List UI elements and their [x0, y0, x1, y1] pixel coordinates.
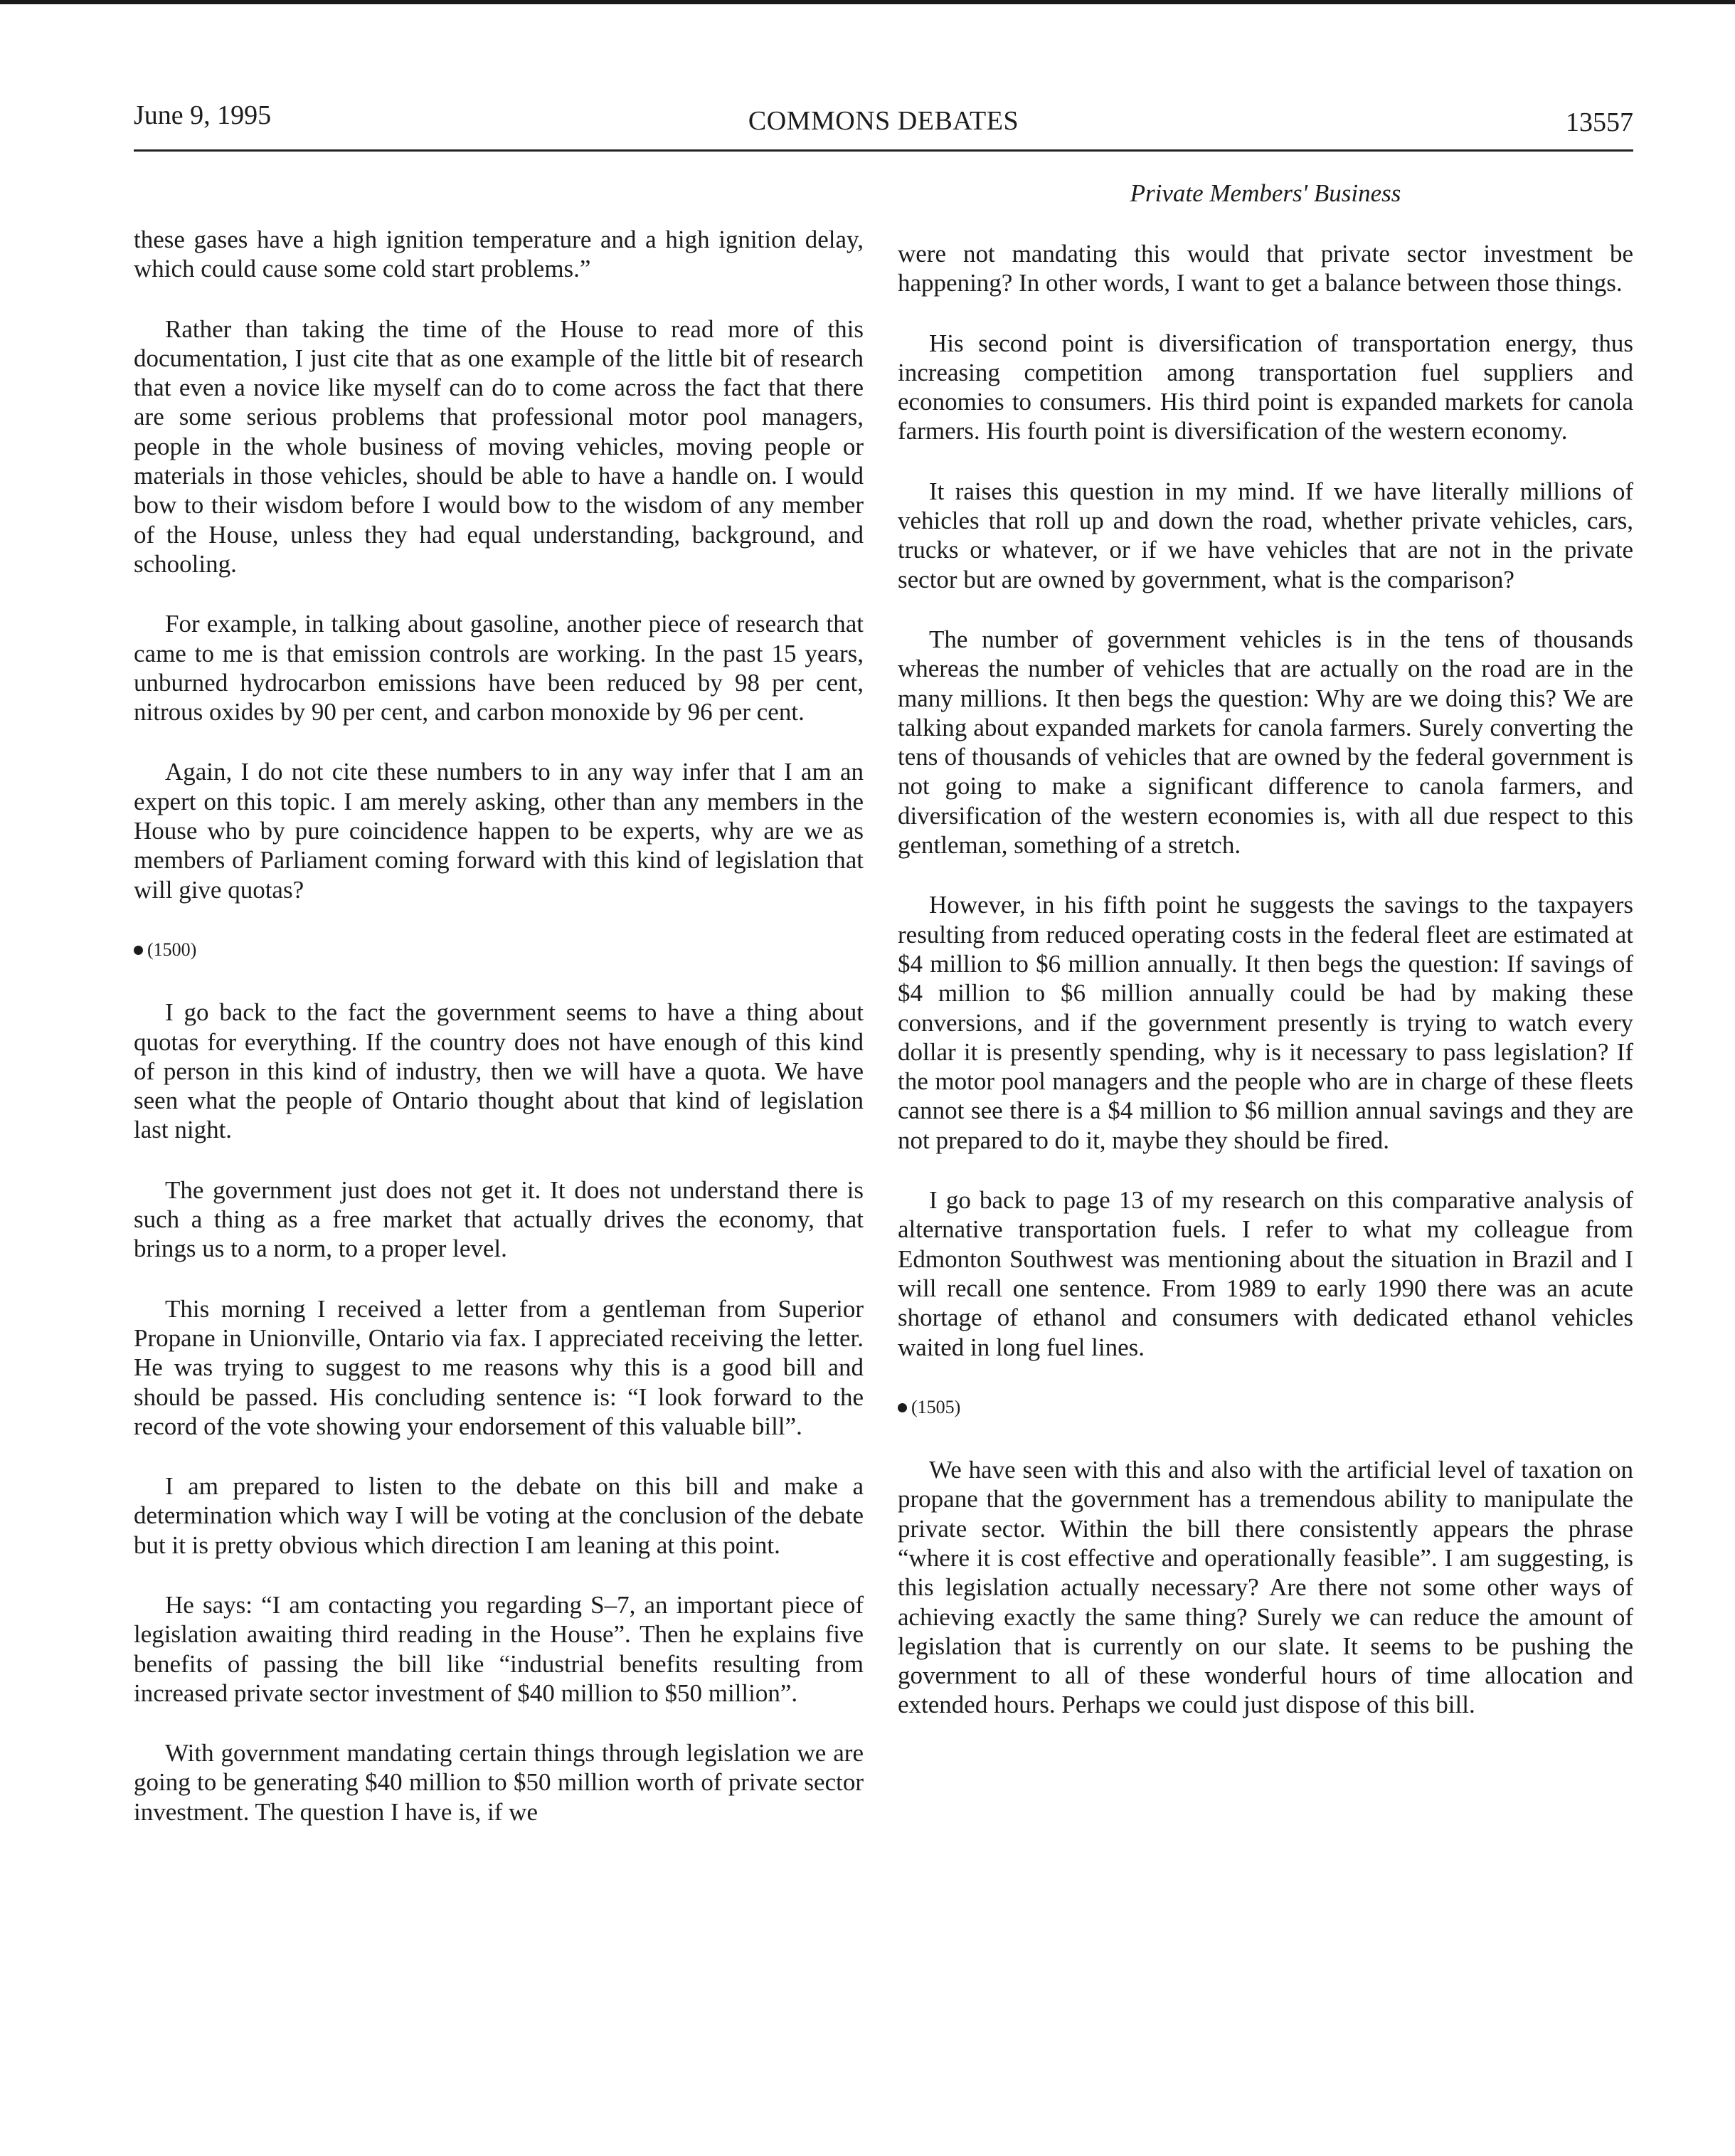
paragraph: We have seen with this and also with the artificial level of taxation on propane that the government has a tremendous ability to manipulate the private sector. Within the bill there consistently appears the phrase “where it is cost effective and operationally feasible”. I am suggesting, is this legislation actually necessary? Are there not some other ways of achieving exactly the same thing? Surely we can reduce the amount of legislation that is currently on our slate. It seems to be pushing the government to all of these wonderful hours of time allocation and extended hours. Perhaps we could just dispose of this bill.	[898, 1456, 1633, 1719]
paragraph: His second point is diversification of transportation energy, thus increasing competition among transportation fuel suppliers and economies to consumers. His third point is expanded markets for canola farmers. His fourth point is diversification of the western economy.	[898, 329, 1633, 445]
page-header	[134, 100, 1633, 142]
paragraph: I go back to the fact the government seems to have a thing about quotas for everything. If the country does not have enough of this kind of person in this kind of industry, then we will have a quota. We have seen what the people of Ontario thought about that kind of legislation last night.	[134, 998, 864, 1144]
paragraph: Again, I do not cite these numbers to in any way infer that I am an expert on this topic. I am merely asking, other than any members in the House who by pure coincidence happen to be experts, why are we as members of Parliament coming forward with this kind of legislation that will give quotas?	[134, 758, 864, 904]
section-title: Private Members' Business	[1130, 179, 1401, 207]
publication-title: COMMONS DEBATES	[748, 106, 1019, 136]
paragraph: these gases have a high ignition temperature and a high ignition delay, which could cause some cold start problems.”	[134, 226, 864, 283]
left-column	[134, 225, 864, 1857]
header-date: June 9, 1995	[134, 100, 272, 130]
paragraph: With government mandating certain things through legislation we are going to be generating $40 million to $50 million worth of private sector investment. The question I have is, if we	[134, 1739, 864, 1826]
page-number: 13557	[1566, 107, 1633, 137]
paragraph: However, in his fifth point he suggests the savings to the taxpayers resulting from reduced operating costs in the federal fleet are estimated at $4 million to $6 million annually. It then begs the question: If savings of $4 million to $6 million annually could be had by making these conversions, and if the government presently is trying to watch every dollar it is presently spending, why is it necessary to pass legislation? If the motor pool managers and the people who are in charge of these fleets cannot see there is a $4 million to $6 million annual savings and they are not prepared to do it, maybe they should be fired.	[898, 891, 1633, 1154]
timestamp-marker	[898, 1393, 1633, 1422]
timestamp-text: (1500)	[147, 939, 197, 960]
paragraph: It raises this question in my mind. If we have literally millions of vehicles that roll up and down the road, whether private vehicles, cars, trucks or whatever, or if we have vehicles that are not in the private sector but are owned by government, what is the comparison?	[898, 477, 1633, 593]
page-top-edge	[0, 0, 1735, 4]
paragraph: I am prepared to listen to the debate on this bill and make a determination which way I will be voting at the conclusion of the debate but it is pretty obvious which direction I am leaning at this point.	[134, 1472, 864, 1559]
paragraph: Rather than taking the time of the House to read more of this documentation, I just cite that as one example of the little bit of research that even a novice like myself can do to come across the fact that there are some serious problems that professional motor pool managers, people in the whole business of moving vehicles, moving people or materials in those vehicles, should be able to have a handle on. I would bow to their wisdom before I would bow to the wisdom of any member of the House, unless they had equal understanding, background, and schooling.	[134, 315, 864, 578]
timestamp-marker	[134, 935, 864, 964]
header-rule	[134, 149, 1633, 152]
paragraph: The government just does not get it. It does not understand there is such a thing as a free market that actually drives the economy, that brings us to a norm, to a proper level.	[134, 1175, 864, 1263]
paragraph: For example, in talking about gasoline, another piece of research that came to me is that emission controls are working. In the past 15 years, unburned hydrocarbon emissions have been reduced by 98 per cent, nitrous oxides by 90 per cent, and carbon monoxide by 96 per cent.	[134, 610, 864, 726]
right-column	[898, 239, 1633, 1750]
timestamp-text: (1505)	[911, 1396, 961, 1417]
paragraph: I go back to page 13 of my research on this comparative analysis of alternative transportation fuels. I refer to what my colleague from Edmonton Southwest was mentioning about the situation in Brazil and I will recall one sentence. From 1989 to early 1990 there was an acute shortage of ethanol and consumers with dedicated ethanol vehicles waited in long fuel lines.	[898, 1186, 1633, 1361]
paragraph: He says: “I am contacting you regarding S–7, an important piece of legislation awaiting third reading in the House”. Then he explains five benefits of passing the bill like “industrial benefits resulting from increased private sector investment of $40 million to $50 million”.	[134, 1590, 864, 1707]
paragraph: were not mandating this would that private sector investment be happening? In other words, I want to get a balance between those things.	[898, 240, 1633, 297]
bullet-icon	[898, 1403, 907, 1412]
paragraph: The number of government vehicles is in the tens of thousands whereas the number of vehicles that are actually on the road are in the many millions. It then begs the question: Why are we doing this? We are talking about expanded markets for canola farmers. Surely converting the tens of thousands of vehicles that are owned by the federal government is not going to make a significant difference to canola farmers, and diversification of the western economies is, with all due respect to this gentleman, something of a stretch.	[898, 625, 1633, 860]
paragraph: This morning I received a letter from a gentleman from Superior Propane in Unionville, Ontario via fax. I appreciated receiving the letter. He was trying to suggest to me reasons why this is a good bill and should be passed. His concluding sentence is: “I look forward to the record of the vote showing your endorsement of this valuable bill”.	[134, 1294, 864, 1440]
bullet-icon	[134, 946, 143, 955]
